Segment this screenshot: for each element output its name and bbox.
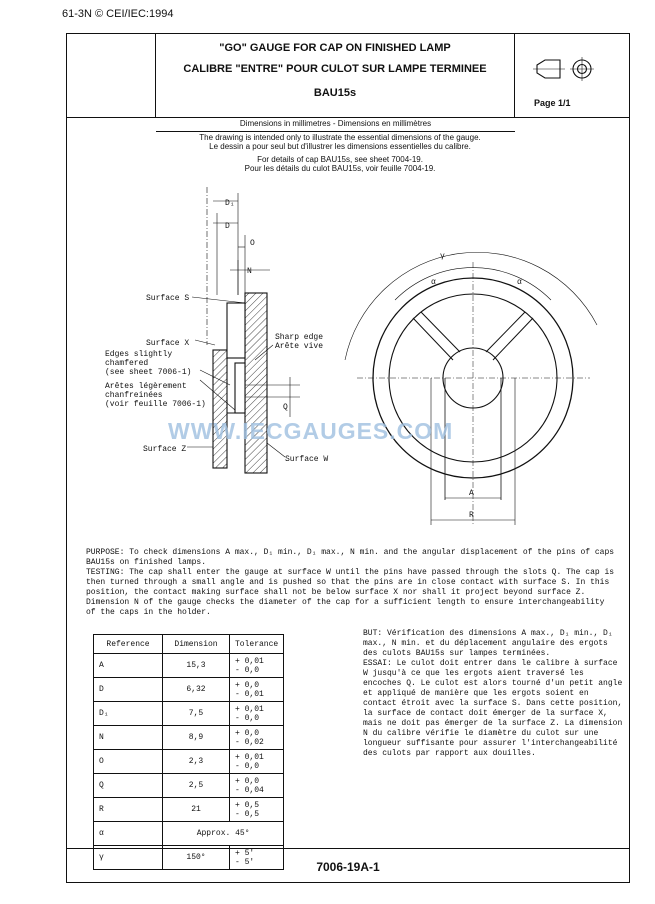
- table-row: [94, 774, 284, 798]
- gauge-front-view: [335, 240, 625, 540]
- surface-x-label: Surface X: [146, 339, 190, 348]
- details-english: For details of cap BAU15s, see sheet 7004-19.: [257, 155, 423, 164]
- label-n: N: [247, 267, 252, 276]
- testing-text: TESTING: The cap shall enter the gauge at surface W until the pins have passed through the slots Q. The cap is then turned through a small angle and is pushed so that the pins are in close contact with surface S. In this position, the contact making surface shall not be below surface X nor shall it project beyond surface Z. Dimension N of the gauge checks the diameter of the cap for a sufficient length to ensure interchangeability of the caps in the holder.: [86, 568, 615, 617]
- table-row: [94, 702, 284, 726]
- sharp-edge-fr: Arête vive: [275, 342, 324, 351]
- watermark: WWW.IECGAUGES.COM: [168, 418, 454, 444]
- title-block-left: [66, 33, 156, 117]
- label-gamma: γ: [440, 252, 445, 261]
- ref-cell: γ: [94, 846, 163, 870]
- title-english: "GO" GAUGE FOR CAP ON FINISHED LAMP: [219, 42, 451, 54]
- label-a: A: [469, 489, 474, 498]
- label-d: D: [225, 222, 230, 231]
- dimension-cell: 7,5: [163, 702, 230, 726]
- note-french: Le dessin a pour seul but d'illustrer les dimensions essentielles du calibre.: [209, 142, 471, 151]
- first-angle-projection-icon: [515, 33, 630, 93]
- note-english: The drawing is intended only to illustrate the essential dimensions of the gauge.: [199, 133, 481, 142]
- ref-cell: D: [94, 678, 163, 702]
- table-row: [94, 654, 284, 678]
- edges-fr-line1: Arêtes légèrement: [105, 382, 187, 391]
- dimension-cell: 150°: [163, 846, 230, 870]
- ref-cell: α: [94, 822, 163, 846]
- projection-symbol-block: [515, 33, 630, 117]
- essai-text: ESSAI: Le culot doit entrer dans le calibre à surface W jusqu'à ce que les ergots aient traversé les encoches Q. Le culot est alors tourné d'un petit angle et appliqué de manière que les ergots soient en contact étroit avec la surface S. Dans cette position, la surface de contact doit émerger de la surface X, mais ne doit pas émerger de la surface Z. La dimension N du calibre vérifie le diamètre du culot sur une longueur suffisante pour assurer l'interchangeabilité des culots par rapport aux douilles.: [363, 659, 623, 758]
- ref-cell: R: [94, 798, 163, 822]
- alpha-value-cell: Approx. 45°: [163, 822, 284, 846]
- purpose-text: PURPOSE: To check dimensions A max., D₁ min., D₁ max., N min. and the angular displacement of the pins of caps BAU15s on finished lamps.: [86, 548, 615, 567]
- column-header-tolerance: Tolerance: [230, 635, 284, 654]
- ref-cell: D₁: [94, 702, 163, 726]
- title-block: [156, 33, 515, 117]
- dimension-cell: 15,3: [163, 654, 230, 678]
- label-alpha-right: α: [517, 278, 522, 287]
- document-reference: 61-3N © CEI/IEC:1994: [62, 8, 174, 20]
- table-row: [94, 798, 284, 822]
- sharp-edge-en: Sharp edge: [275, 333, 324, 342]
- label-r: R: [469, 511, 474, 520]
- ref-cell: Q: [94, 774, 163, 798]
- column-header-reference: Reference: [94, 635, 163, 654]
- details-french: Pour les détails du culot BAU15s, voir feuille 7004-19.: [244, 164, 436, 173]
- dimension-cell: 6,32: [163, 678, 230, 702]
- edges-en-line1: Edges slightly: [105, 350, 173, 359]
- page-number: Page 1/1: [534, 98, 571, 108]
- table-row: [94, 678, 284, 702]
- footer-divider: [66, 848, 630, 849]
- edges-en-line2: chamfered: [105, 359, 149, 368]
- purpose-block-english: [86, 548, 616, 618]
- dimension-cell: 8,9: [163, 726, 230, 750]
- label-alpha-left: α: [431, 278, 436, 287]
- label-d1: D₁: [225, 199, 235, 208]
- surface-z-label: Surface Z: [143, 445, 187, 454]
- title-french: CALIBRE "ENTRE" POUR CULOT SUR LAMPE TERMINEE: [183, 63, 487, 75]
- tolerance-cell: + 5' - 5': [230, 846, 284, 870]
- dimensions-table: [93, 634, 284, 870]
- purpose-block-french: [363, 629, 625, 759]
- label-o: O: [250, 239, 255, 248]
- column-header-dimension: Dimension: [163, 635, 230, 654]
- table-row: [94, 822, 284, 846]
- edges-fr-line3: (voir feuille 7006-1): [105, 400, 206, 409]
- dimension-cell: 21: [163, 798, 230, 822]
- tolerance-cell: + 0,0 - 0,04: [230, 774, 284, 798]
- ref-cell: O: [94, 750, 163, 774]
- ref-cell: N: [94, 726, 163, 750]
- edges-fr-line2: chanfreinées: [105, 391, 163, 400]
- title-divider: [66, 117, 630, 118]
- tolerance-cell: + 0,0 - 0,01: [230, 678, 284, 702]
- tolerance-cell: + 0,5 - 0,5: [230, 798, 284, 822]
- sheet-number: 7006-19A-1: [316, 860, 380, 874]
- tolerance-cell: + 0,0 - 0,02: [230, 726, 284, 750]
- but-text: BUT: Vérification des dimensions A max., D₁ min., D₁ max., N min. et du déplacement angulaire des ergots des culots BAU15s sur lampes terminées.: [363, 629, 613, 658]
- tolerance-cell: + 0,01 - 0,0: [230, 702, 284, 726]
- edges-en-line3: (see sheet 7006-1): [105, 368, 192, 377]
- tolerance-cell: + 0,01 - 0,0: [230, 654, 284, 678]
- surface-w-label: Surface W: [285, 455, 329, 464]
- table-row: [94, 726, 284, 750]
- dimensions-divider: [156, 131, 515, 132]
- dimensions-note: Dimensions in millimetres - Dimensions en millimètres: [239, 119, 432, 128]
- tolerance-cell: + 0,01 - 0,0: [230, 750, 284, 774]
- dimension-cell: 2,3: [163, 750, 230, 774]
- ref-cell: A: [94, 654, 163, 678]
- dimension-cell: 2,5: [163, 774, 230, 798]
- surface-s-label: Surface S: [146, 294, 190, 303]
- cap-type: BAU15s: [313, 87, 357, 99]
- table-row: [94, 750, 284, 774]
- label-q: Q: [283, 403, 288, 412]
